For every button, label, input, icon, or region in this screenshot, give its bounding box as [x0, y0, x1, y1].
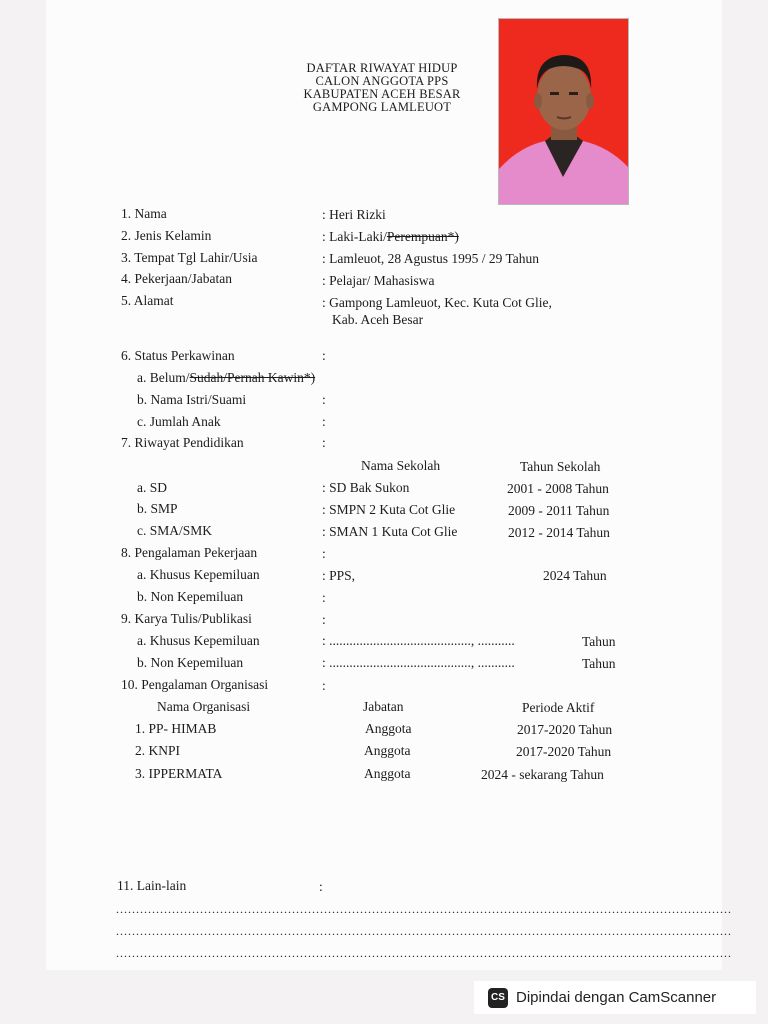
col-tahun-sekolah: Tahun Sekolah: [520, 459, 601, 474]
org-name-3: 3. IPPERMATA: [135, 766, 223, 781]
status-c: c. Jumlah Anak: [137, 414, 221, 429]
label-jenis-kelamin: 2. Jenis Kelamin: [121, 228, 212, 243]
label-status-perkawinan: 6. Status Perkawinan: [121, 348, 235, 363]
label-pendidikan: 7. Riwayat Pendidikan: [121, 435, 244, 450]
colon-karya-tulis: :: [322, 612, 326, 627]
karya-a-label: a. Khusus Kepemiluan: [137, 633, 260, 648]
value-ttl: : Lamleuot, 28 Agustus 1995 / 29 Tahun: [322, 251, 540, 266]
label-pengalaman-kerja: 8. Pengalaman Pekerjaan: [121, 545, 258, 560]
value-nama: : Heri Rizki: [322, 207, 386, 222]
col-periode: Periode Aktif: [522, 700, 595, 715]
edu-years-smp: 2009 - 2011 Tahun: [508, 503, 610, 518]
org-role-1: Anggota: [365, 721, 412, 736]
org-name-1: 1. PP- HIMAB: [135, 721, 217, 736]
dotted-line-3: ..........................................................................................................................................................: [116, 946, 732, 960]
kerja-a-label: a. Khusus Kepemiluan: [137, 567, 260, 582]
colon-status-b: :: [322, 392, 326, 407]
org-name-2: 2. KNPI: [135, 743, 181, 758]
colon-pendidikan: :: [322, 435, 326, 450]
jenis-kelamin-struck: Perempuan*): [386, 229, 459, 244]
kerja-a-value: : PPS,: [322, 568, 356, 583]
status-b: b. Nama Istri/Suami: [137, 392, 247, 407]
jenis-kelamin-selected: : Laki-Laki/: [322, 229, 387, 244]
camscanner-text: Dipindai dengan CamScanner: [516, 989, 717, 1006]
edu-years-sd: 2001 - 2008 Tahun: [507, 481, 609, 496]
edu-school-sma: : SMAN 1 Kuta Cot Glie: [322, 524, 458, 539]
label-pekerjaan: 4. Pekerjaan/Jabatan: [121, 271, 232, 286]
karya-b-dots: : .........................................., ...........: [322, 655, 515, 670]
kerja-a-year: 2024 Tahun: [543, 568, 607, 583]
camscanner-logo-icon: CS: [488, 988, 508, 1008]
edu-school-smp: : SMPN 2 Kuta Cot Glie: [322, 502, 456, 517]
edu-level-smp: b. SMP: [137, 501, 178, 516]
colon-kerja-b: :: [322, 590, 326, 605]
org-period-2: 2017-2020 Tahun: [516, 744, 612, 759]
label-nama: 1. Nama: [121, 206, 167, 221]
status-a-selected: a. Belum/: [137, 370, 190, 385]
label-alamat: 5. Alamat: [121, 293, 174, 308]
colon-organisasi: :: [322, 678, 326, 693]
title-line-2: CALON ANGGOTA PPS: [315, 74, 449, 88]
org-role-2: Anggota: [364, 743, 411, 758]
value-jenis-kelamin: [322, 228, 459, 246]
karya-a-tahun: Tahun: [582, 634, 616, 649]
value-alamat-line2: Kab. Aceh Besar: [332, 312, 424, 327]
title-line-1: DAFTAR RIWAYAT HIDUP: [306, 61, 458, 75]
org-period-3: 2024 - sekarang Tahun: [481, 767, 604, 782]
camscanner-watermark: [474, 981, 756, 1014]
value-pekerjaan: : Pelajar/ Mahasiswa: [322, 273, 435, 288]
col-nama-sekolah: Nama Sekolah: [361, 458, 441, 473]
col-jabatan: Jabatan: [363, 699, 404, 714]
edu-level-sd: a. SD: [137, 480, 167, 495]
title-line-3: KABUPATEN ACEH BESAR: [303, 87, 461, 101]
edu-level-sma: c. SMA/SMK: [137, 523, 213, 538]
org-role-3: Anggota: [364, 766, 411, 781]
label-organisasi: 10. Pengalaman Organisasi: [121, 677, 269, 692]
org-period-1: 2017-2020 Tahun: [517, 722, 613, 737]
karya-b-tahun: Tahun: [582, 656, 616, 671]
col-nama-organisasi: Nama Organisasi: [157, 699, 251, 714]
edu-years-sma: 2012 - 2014 Tahun: [508, 525, 610, 540]
dotted-line-2: ..........................................................................................................................................................: [116, 924, 732, 938]
document-title: [262, 62, 502, 114]
label-ttl: 3. Tempat Tgl Lahir/Usia: [121, 250, 258, 265]
person-photo-icon: [498, 18, 629, 205]
kerja-b-label: b. Non Kepemiluan: [137, 589, 244, 604]
karya-b-label: b. Non Kepemiluan: [137, 655, 244, 670]
colon-status-c: :: [322, 414, 326, 429]
colon-status-perkawinan: :: [322, 348, 326, 363]
value-alamat-line1: : Gampong Lamleuot, Kec. Kuta Cot Glie,: [322, 295, 552, 310]
label-karya-tulis: 9. Karya Tulis/Publikasi: [121, 611, 252, 626]
label-lain-lain: 11. Lain-lain: [117, 878, 187, 893]
edu-school-sd: : SD Bak Sukon: [322, 480, 410, 495]
dotted-line-1: ..........................................................................................................................................................: [116, 902, 732, 916]
status-a: [137, 369, 315, 387]
status-a-struck: Sudah/Pernah Kawin*): [189, 370, 316, 385]
title-line-4: GAMPONG LAMLEUOT: [312, 100, 452, 114]
colon-lain-lain: :: [319, 879, 323, 894]
colon-pengalaman-kerja: :: [322, 546, 326, 561]
karya-a-dots: : .........................................., ...........: [322, 633, 515, 648]
